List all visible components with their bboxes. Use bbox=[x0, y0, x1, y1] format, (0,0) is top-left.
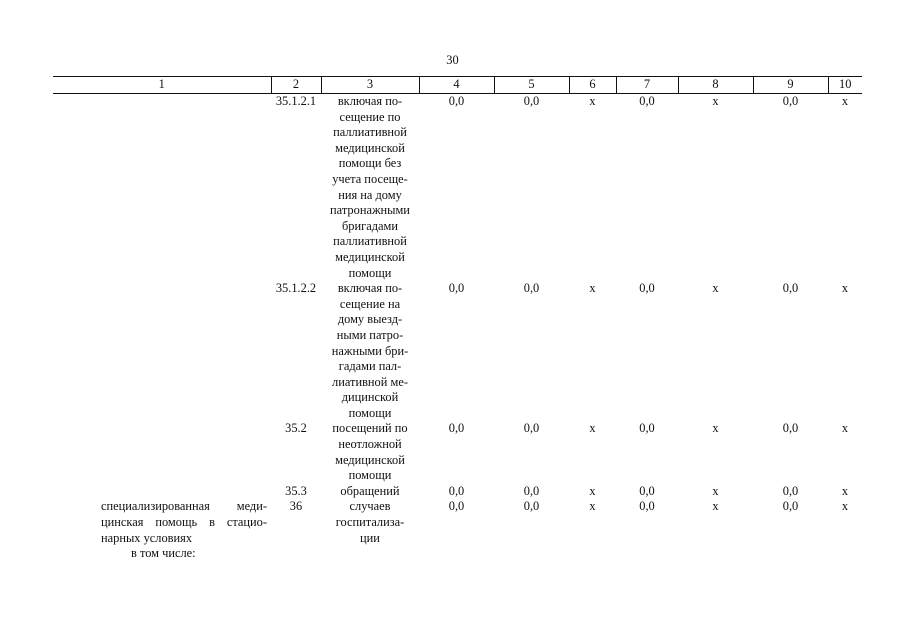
unit-line: ции bbox=[360, 530, 380, 545]
table-row bbox=[53, 484, 862, 500]
column-header: 4 bbox=[419, 77, 494, 94]
unit-line: помощи без bbox=[338, 156, 402, 171]
value-cell-8: х bbox=[712, 94, 719, 108]
value-cell-6: х bbox=[589, 499, 596, 514]
column-header: 1 bbox=[53, 77, 271, 94]
unit-line: бригадами bbox=[342, 218, 398, 233]
unit-line: помощи bbox=[348, 468, 392, 483]
unit-line: медицинской bbox=[335, 140, 405, 155]
unit-line: случаев bbox=[349, 499, 391, 514]
value-cell-7: 0,0 bbox=[639, 499, 655, 514]
row-code: 35.1.2.1 bbox=[275, 94, 317, 108]
value-cell-4: 0,0 bbox=[448, 94, 465, 108]
unit-line: включая по- bbox=[337, 281, 403, 296]
column-header: 3 bbox=[321, 77, 419, 94]
row-code: 35.1.2.2 bbox=[275, 281, 317, 296]
value-cell-7: 0,0 bbox=[639, 483, 655, 498]
unit-line: нажными бри- bbox=[331, 343, 409, 358]
value-cell-9: 0,0 bbox=[782, 94, 799, 108]
table-row bbox=[53, 281, 862, 421]
unit-line: паллиативной bbox=[333, 125, 407, 140]
unit-line: дому выезд- bbox=[337, 312, 403, 327]
value-cell-7: 0,0 bbox=[639, 281, 655, 296]
unit-line: паллиативной bbox=[333, 234, 407, 249]
value-cell-5: 0,0 bbox=[523, 499, 540, 514]
unit-line: посещений по bbox=[332, 421, 408, 436]
unit-line: сещение на bbox=[339, 296, 401, 311]
value-cell-4: 0,0 bbox=[448, 499, 465, 514]
description-subline: в том числе: bbox=[131, 546, 196, 561]
table-row bbox=[53, 94, 862, 282]
value-cell-10: х bbox=[841, 483, 849, 498]
column-header: 2 bbox=[271, 77, 321, 94]
unit-line: лиативной ме- bbox=[332, 374, 408, 389]
value-cell-9: 0,0 bbox=[782, 499, 799, 514]
column-header: 10 bbox=[828, 77, 862, 94]
header-row bbox=[53, 77, 862, 94]
value-cell-5: 0,0 bbox=[523, 483, 540, 498]
value-cell-7: 0,0 bbox=[639, 421, 655, 436]
unit-line: ными патро- bbox=[336, 327, 404, 342]
unit-line: дицинской bbox=[341, 390, 399, 405]
value-cell-9: 0,0 bbox=[782, 483, 799, 498]
value-cell-4: 0,0 bbox=[448, 281, 465, 296]
description-line: специализированная меди- bbox=[101, 499, 267, 514]
row-description bbox=[53, 484, 271, 500]
page-number: 30 bbox=[446, 53, 459, 67]
column-header: 5 bbox=[494, 77, 569, 94]
row-unit bbox=[321, 484, 419, 500]
unit-line: неотложной bbox=[338, 437, 402, 452]
row-description bbox=[53, 499, 271, 561]
unit-line: обращений bbox=[340, 483, 400, 498]
column-header: 7 bbox=[616, 77, 678, 94]
table-row bbox=[53, 499, 862, 561]
value-cell-5: 0,0 bbox=[523, 94, 540, 108]
unit-line: помощи bbox=[348, 405, 392, 420]
value-cell-10: х bbox=[841, 421, 849, 436]
row-code: 36 bbox=[289, 499, 303, 514]
row-code: 35.3 bbox=[285, 483, 307, 498]
row-description bbox=[53, 421, 271, 483]
unit-line: включая по- bbox=[337, 94, 403, 108]
unit-line: помощи bbox=[348, 265, 392, 280]
value-cell-9: 0,0 bbox=[782, 421, 799, 436]
value-cell-10: х bbox=[841, 499, 849, 514]
column-header: 8 bbox=[678, 77, 753, 94]
value-cell-9: 0,0 bbox=[782, 281, 799, 296]
unit-line: медицинской bbox=[335, 249, 405, 264]
row-unit bbox=[321, 421, 419, 483]
table-row bbox=[53, 421, 862, 483]
unit-line: гадами пал- bbox=[338, 359, 402, 374]
value-cell-8: х bbox=[712, 483, 719, 498]
unit-line: патронажными bbox=[330, 203, 410, 218]
value-cell-5: 0,0 bbox=[523, 421, 540, 436]
value-cell-4: 0,0 bbox=[448, 483, 465, 498]
value-cell-10: х bbox=[841, 281, 849, 296]
value-cell-6: х bbox=[589, 281, 596, 296]
value-cell-6: х bbox=[589, 483, 596, 498]
value-cell-5: 0,0 bbox=[523, 281, 540, 296]
unit-line: медицинской bbox=[335, 452, 405, 467]
value-cell-6: х bbox=[589, 94, 596, 108]
row-unit bbox=[321, 499, 419, 561]
value-cell-8: х bbox=[712, 499, 719, 514]
unit-line: сещение по bbox=[339, 109, 401, 124]
description-line: цинская помощь в стацио- bbox=[101, 515, 267, 530]
row-unit bbox=[321, 281, 419, 421]
value-cell-10: х bbox=[841, 94, 849, 108]
unit-line: учета посеще- bbox=[332, 171, 408, 186]
column-header: 9 bbox=[753, 77, 828, 94]
value-cell-4: 0,0 bbox=[448, 421, 465, 436]
unit-line: госпитализа- bbox=[335, 515, 405, 530]
value-cell-6: х bbox=[589, 421, 596, 436]
value-cell-8: х bbox=[712, 281, 719, 296]
description-line: нарных условиях bbox=[101, 530, 193, 545]
value-cell-7: 0,0 bbox=[639, 94, 655, 108]
value-cell-8: х bbox=[712, 421, 719, 436]
data-table bbox=[53, 76, 862, 562]
unit-line: ния на дому bbox=[338, 187, 402, 202]
row-unit bbox=[321, 94, 419, 282]
row-description bbox=[53, 281, 271, 421]
row-code: 35.2 bbox=[285, 421, 307, 436]
row-description bbox=[53, 94, 271, 282]
column-header: 6 bbox=[569, 77, 616, 94]
